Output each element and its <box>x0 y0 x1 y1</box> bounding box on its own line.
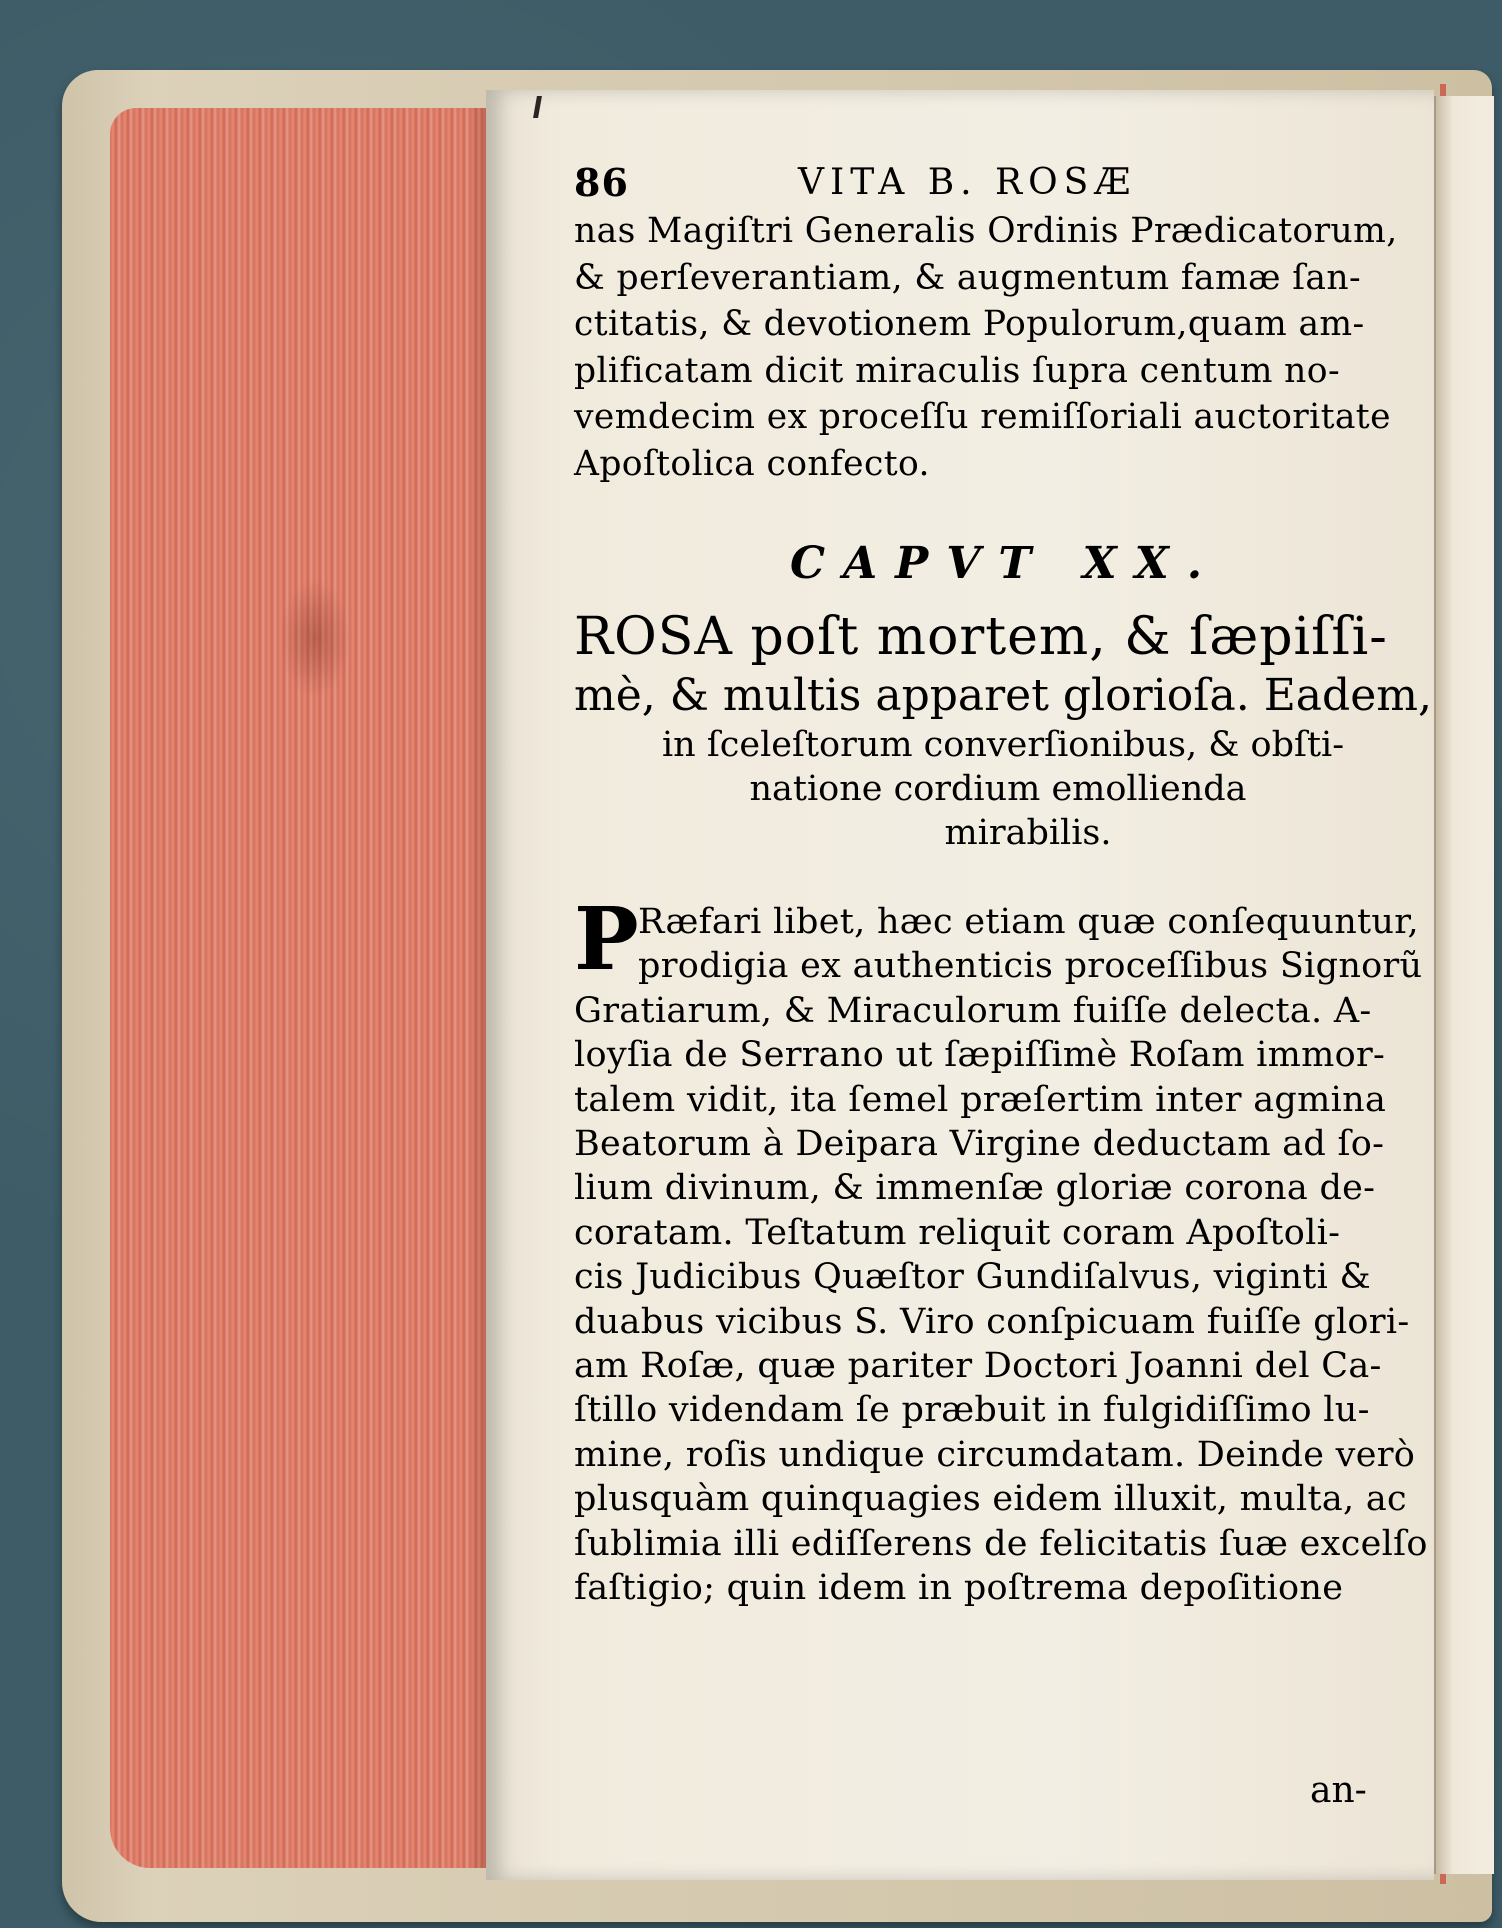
chapter-paragraph <box>574 889 1428 1611</box>
facing-page-sliver <box>1434 96 1494 1874</box>
paragraph-line: ſtillo videndam ſe præbuit in fulgidiſſimo lu- <box>574 1390 1370 1431</box>
text-line: Apoſtolica confecto. <box>574 443 930 484</box>
paragraph-line: talem vidit, ita ſemel præſertim inter agmina <box>574 1079 1387 1120</box>
chapter-title-line: mirabilis. <box>944 813 1112 853</box>
paragraph-line: plusquàm quinquagies eidem illuxit, multa, ac <box>574 1479 1407 1520</box>
running-title: VITA B. ROSÆ <box>798 162 1137 203</box>
catchword: an- <box>1310 1770 1367 1811</box>
paragraph-line: ſublimia illi ediſſerens de felicitatis ſuæ excelſo <box>574 1523 1428 1564</box>
paragraph-line: mine, roſis undique circumdatam. Deinde verò <box>574 1434 1416 1475</box>
drop-cap: P <box>574 889 639 990</box>
paragraph-line: lium divinum, & immenſæ gloriæ corona de- <box>574 1168 1376 1209</box>
chapter-title-line: natione cordium emollienda <box>749 769 1247 809</box>
paragraph-line: loyſia de Serrano ut ſæpiſſimè Roſam immor- <box>574 1035 1386 1076</box>
text-line: & perſeverantiam, & augmentum famæ ſan- <box>574 257 1362 298</box>
page-number: 86 <box>574 160 629 205</box>
paragraph-line: Gratiarum, & Miraculorum fuiſſe delecta. A- <box>574 990 1372 1031</box>
paragraph-line: coratam. Teſtatum reliquit coram Apoſtoli- <box>574 1212 1341 1253</box>
edge-stain <box>280 578 350 698</box>
paragraph-line: am Roſæ, quæ pariter Doctori Joanni del Ca- <box>574 1346 1382 1387</box>
text-line: ctitatis, & devotionem Populorum,quam am- <box>574 304 1365 344</box>
chapter-title <box>574 605 1432 855</box>
chapter-title-line: in ſceleſtorum converſionibus, & obſti- <box>661 725 1345 765</box>
paragraph-line: Beatorum à Deipara Virgine deductam ad ſo- <box>574 1124 1385 1165</box>
chapter-heading: CAPVT XX. <box>790 538 1221 589</box>
chapter-title-line: mè, & multis apparet glorioſa. Eadem, <box>574 670 1432 721</box>
paragraph-line: cis Judicibus Quæſtor Gundiſalvus, viginti & <box>574 1257 1371 1298</box>
paragraph-line: faſtigio; quin idem in poſtrema depoſitione <box>574 1568 1344 1609</box>
chapter-title-line: ROSA poſt mortem, & ſæpiſſi- <box>574 607 1388 667</box>
paragraph-line: duabus vicibus S. Viro conſpicuam fuiſſe glori- <box>574 1301 1410 1342</box>
continued-text <box>574 208 1422 487</box>
paragraph-line: prodigia ex authenticis proceſſibus Signorũ <box>638 946 1423 987</box>
running-head <box>574 160 1294 210</box>
paragraph-line: Ræfari libet, hæc etiam quæ conſequuntur, <box>638 902 1419 942</box>
red-page-edge <box>110 108 488 1868</box>
text-line: plificatam dicit miraculis ſupra centum no- <box>574 350 1341 391</box>
text-line: nas Magiſtri Generalis Ordinis Prædicatorum, <box>574 211 1398 251</box>
text-line: vemdecim ex proceſſu remiſſoriali auctoritate <box>574 397 1391 437</box>
